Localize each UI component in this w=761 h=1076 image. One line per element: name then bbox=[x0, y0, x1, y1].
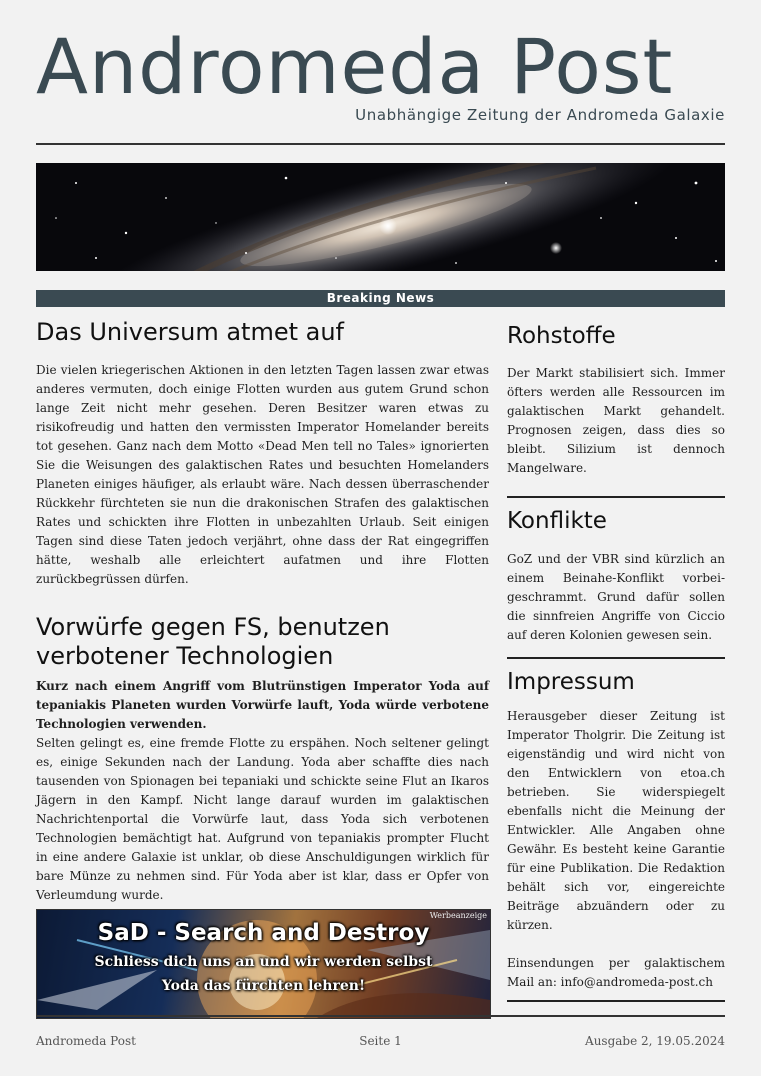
galaxy-illustration bbox=[36, 163, 725, 271]
masthead-rule bbox=[36, 143, 725, 145]
ad-title: SaD - Search and Destroy bbox=[97, 920, 430, 946]
impressum-contact: Einsendungen per galaktischem Mail an: info@andromeda-post.ch bbox=[507, 956, 725, 989]
article-headline-universum: Das Universum atmet auf bbox=[36, 318, 344, 346]
advertisement-banner[interactable] bbox=[36, 909, 491, 1019]
article-headline-vorwuerfe bbox=[36, 613, 489, 671]
footer-issue-date: Ausgabe 2, 19.05.2024 bbox=[585, 1034, 725, 1048]
main-column bbox=[36, 318, 489, 1019]
ad-tag: Werbeanzeige bbox=[429, 911, 487, 920]
headline-line: verbotener Technologien bbox=[36, 642, 334, 670]
section-title-konflikte: Konflikte bbox=[507, 508, 607, 534]
galaxy-banner-image bbox=[36, 163, 725, 271]
article-body-vorwuerfe: Selten gelingt es, eine fremde Flotte zu erspähen. Noch seltener gelingt es, einige Sekunden nach der Landung. Yoda aber schaffte dies nach tausenden von Spionagen bei tepaniaki und schickte seine Flut an Ikaros Jägern in den Kampf. Nicht lange darauf wurden im galaktischen Nachrichtenportal die Vorwürfe laut, dass Yoda sich verbotenen Technologien bemächtigt hat. Aufgrund von tepaniakis prompter Flucht in eine andere Galaxie ist unklar, ob diese Anschuldigungen wirklich für bare Münze zu nehmen sind. Für Yoda aber ist klar, dass er Opfer von Verleumdung wurde. bbox=[36, 736, 489, 902]
ad-line: Yoda das fürchten lehren! bbox=[161, 978, 366, 994]
headline-line: Vorwürfe gegen FS, benutzen bbox=[36, 613, 390, 641]
article-lead-vorwuerfe: Kurz nach einem Angriff vom Blutrünstigen Imperator Yoda auf tepaniakis Planeten wurden Vorwürfe lauft, Yoda würde verbotene Technologien verwenden. bbox=[36, 679, 489, 731]
sidebar-column bbox=[507, 318, 725, 1002]
masthead-title: Andromeda Post bbox=[36, 22, 674, 111]
section-body-impressum: Herausgeber dieser Zeitung ist Imperator Tholgrir. Die Zeitung ist eigenständig und wird nicht von den Entwicklern von etoa.ch betrieben. Sie widerspiegelt ebenfalls nicht die Meinung der Entwickler. Alle Angaben ohne Gewähr. Es besteht keine Garantie für eine Publikation. Die Redaktion behält sich vor, eingereichte Beiträge abzuändern oder zu kürzen. bbox=[507, 709, 725, 932]
breaking-news-bar: Breaking News bbox=[36, 290, 725, 307]
section-title-rohstoffe: Rohstoffe bbox=[507, 323, 616, 349]
section-body-rohstoffe: Der Markt stabilisiert sich. Immer öfters werden alle Ressourcen im galaktischen Markt gehandelt. Prognosen zeigen, dass dies so bleibt. Silizium ist dennoch Mangelware. bbox=[507, 366, 725, 475]
section-divider bbox=[507, 1000, 725, 1002]
footer-rule bbox=[36, 1015, 725, 1017]
section-title-impressum: Impressum bbox=[507, 669, 635, 695]
article-body-universum: Die vielen kriegerischen Aktionen in den letzten Tagen lassen zwar etwas anderes vermuten, doch einige Flotten wurden aus gutem Grund schon lange Zeit nicht mehr gesehen. Deren Besitzer waren etwas zu risikofreudig und hatten den vermissten Imperator Homelander bereits tot gesehen. Ganz nach dem Motto «Dead Men tell no Tales» ignorierten Sie die Weisungen des galaktischen Rates und besuchten Homelanders Planeten einiges häufiger, als erlaubt wäre. Nach dessen überraschender Rückkehr fürchteten sie nun die drakonischen Strafen des galaktischen Rates und schickten ihre Flotten in unbezahlten Urlaub. Seit einigen Tagen sind diese Taten jedoch verjährt, ohne dass der Rat eingegriffen hätte, weshalb alle erleichtert aufatmen und ihre Flotten zurückbegrüssen dürfen. bbox=[36, 363, 489, 586]
ad-line: Schliess dich uns an und wir werden selbst bbox=[94, 954, 433, 970]
footer-publication-name: Andromeda Post bbox=[36, 1034, 136, 1048]
footer-page-number: Seite 1 bbox=[359, 1034, 402, 1048]
masthead-subtitle: Unabhängige Zeitung der Andromeda Galaxie bbox=[355, 106, 725, 124]
section-body-konflikte: GoZ und der VBR sind kürzlich an einem Beinahe-Konflikt vorbei-geschrammt. Grund dafür sollen die sinnfreien Angriffe von Ciccio auf deren Kolonien gewesen sein. bbox=[507, 552, 725, 642]
